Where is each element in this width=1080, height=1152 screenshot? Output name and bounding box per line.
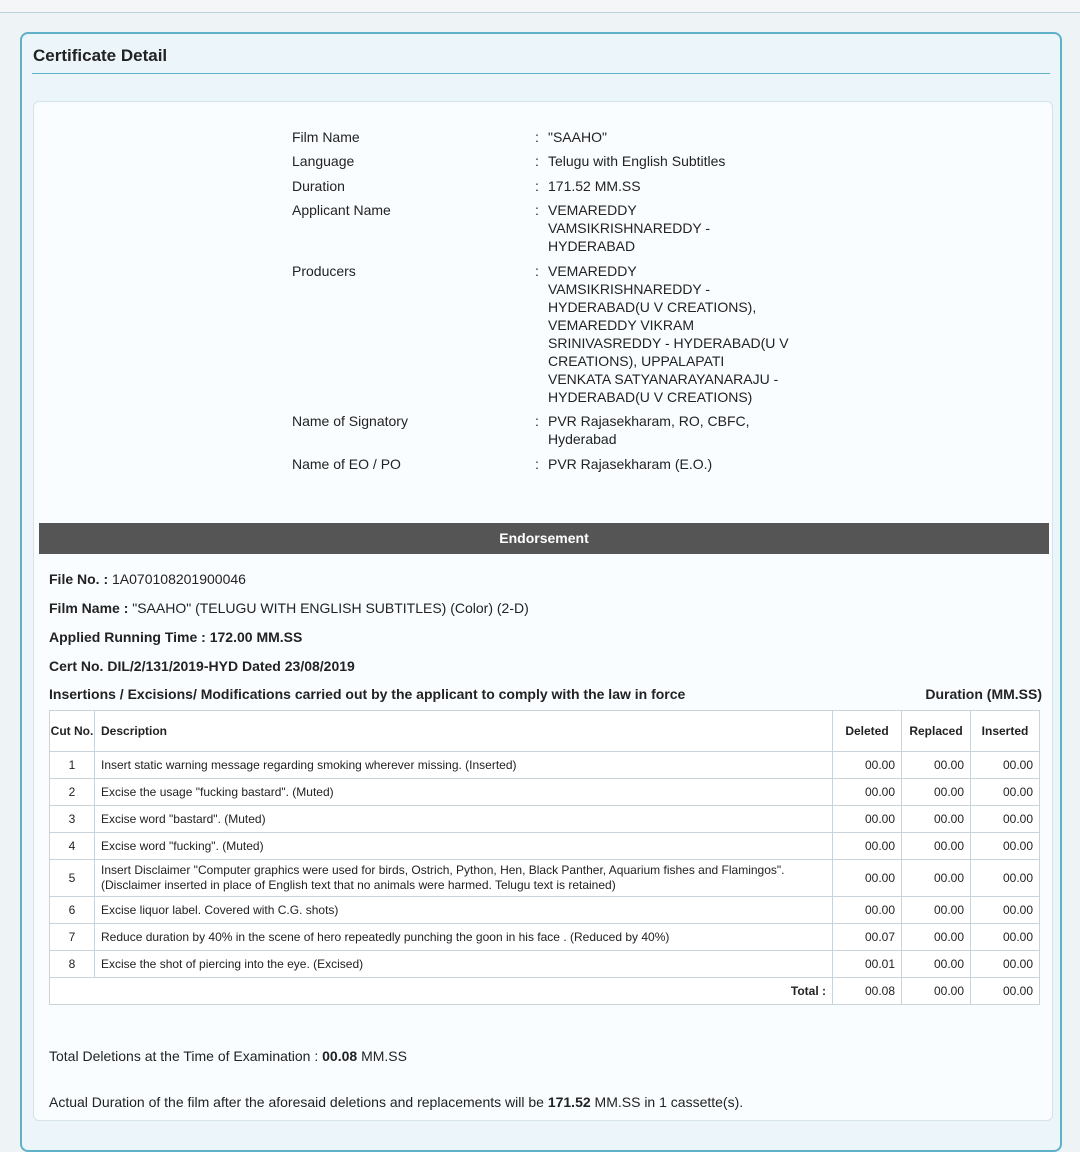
duration-heading: Duration (MM.SS) — [925, 686, 1042, 702]
table-total-row — [50, 978, 1040, 1005]
detail-value: PVR Rajasekharam, RO, CBFC, Hyderabad — [548, 413, 750, 447]
endorsement-header: Endorsement — [39, 523, 1049, 554]
cert-no: Cert No. DIL/2/131/2019-HYD Dated 23/08/2019 — [49, 658, 355, 674]
table-header-row — [50, 711, 1040, 752]
detail-value: PVR Rajasekharam (E.O.) — [548, 456, 713, 472]
total-deletions-value: 00.08 — [322, 1048, 358, 1064]
table-row: 6 Excise liquor label. Covered with C.G. shots) 00.00 00.00 00.00 — [50, 897, 1040, 924]
table-row: 8 Excise the shot of piercing into the eye. (Excised) 00.01 00.00 00.00 — [50, 951, 1040, 978]
total-deletions-prefix: Total Deletions at the Time of Examination : — [49, 1048, 319, 1064]
header-cut-no: Cut No. — [50, 711, 95, 752]
total-deleted: 00.08 — [833, 978, 902, 1005]
applied-running-time: Applied Running Time : 172.00 MM.SS — [49, 629, 303, 645]
table-row: 5 Insert Disclaimer "Computer graphics were used for birds, Ostrich, Python, Hen, Black Panther, Aquarium fishes and Flamingos". (Disclaimer inserted in place of English text that no animals were harmed. Telugu text is retained) 00.00 00.00 00.00 — [50, 860, 1040, 897]
film-name-value: "SAAHO" (TELUGU WITH ENGLISH SUBTITLES) (Color) (2-D) — [132, 600, 529, 616]
divider — [32, 73, 1050, 74]
actual-duration-value: 171.52 — [547, 1094, 591, 1110]
modifications-title: Insertions / Excisions/ Modifications carried out by the applicant to comply with the law in force — [49, 686, 686, 702]
top-bar — [0, 0, 1080, 13]
header-description: Description — [95, 711, 833, 752]
table-row: 7 Reduce duration by 40% in the scene of hero repeatedly punching the goon in his face . (Reduced by 40%) 00.07 00.00 00.00 — [50, 924, 1040, 951]
certificate-panel — [20, 32, 1062, 1152]
total-deletions-unit: MM.SS — [361, 1048, 407, 1064]
film-name-label: Film Name : — [49, 600, 129, 616]
table-row: 4 Excise word "fucking". (Muted) 00.00 00.00 00.00 — [50, 833, 1040, 860]
table-row: 3 Excise word "bastard". (Muted) 00.00 00.00 00.00 — [50, 806, 1040, 833]
actual-duration — [49, 1094, 743, 1110]
total-inserted: 00.00 — [971, 978, 1040, 1005]
detail-label: Duration — [292, 178, 345, 194]
modifications-heading — [49, 686, 1042, 702]
detail-label: Name of EO / PO — [292, 456, 401, 472]
detail-value: 171.52 MM.SS — [548, 178, 641, 194]
total-label: Total : — [50, 978, 833, 1005]
detail-label: Film Name — [292, 129, 360, 145]
actual-duration-prefix: Actual Duration of the film after the aforesaid deletions and replacements will be — [49, 1094, 544, 1110]
header-inserted: Inserted — [971, 711, 1040, 752]
table-row: 1 Insert static warning message regarding smoking wherever missing. (Inserted) 00.00 00.00 00.00 — [50, 752, 1040, 779]
table-row: 2 Excise the usage "fucking bastard". (Muted) 00.00 00.00 00.00 — [50, 779, 1040, 806]
detail-value: VEMAREDDY VAMSIKRISHNAREDDY - HYDERABAD — [548, 202, 711, 254]
detail-label: Name of Signatory — [292, 413, 408, 429]
header-deleted: Deleted — [833, 711, 902, 752]
detail-value: "SAAHO" — [548, 129, 607, 145]
film-name-line — [49, 600, 529, 616]
total-deletions — [49, 1048, 407, 1064]
actual-duration-suffix: MM.SS in 1 cassette(s). — [594, 1094, 744, 1110]
certificate-body: Film Name : "SAAHO" Language : Telugu with English Subtitles Duration : 171.52 MM.SS Applicant Name : VEMAREDDY VAMSIKRISHNAREDDY - HYDERABAD Producers : VEMAREDDY VAMSIKRISHNAREDDY - HYDERABAD(U V CREATIONS), VEMAREDDY VIKRAM SRINIVASREDDY - HYDERABAD(U V CREATIONS), UPPALAPATI VENKATA SATYANARAYANARAJU - HYDERABAD(U V CREATIONS) Name of Signatory : PVR Rajasekharam, RO, CBFC, Hyderabad Name of EO / PO : PVR Rajasekharam (E.O.) Endorsement File No. : 1A070108201900046 Film Name : "SAAHO" (TELUGU WITH ENGLISH SUBTITLES) (Color) (2-D) Applied Running Time : 172.00 MM.SS Cert No. DIL/2/131/2019-HYD Dated 23/08/2019 Insertions / Excisions/ Modifications carried out by the applicant to comply with the law in force Duration (MM.SS) Cut No. Description Deleted Replaced Inserted 1 Insert static warning message regarding smoking wherever missing. (Inserted) 00.00 00.00 00.00 2 Excise the usage "fucking bastard". (Muted) 00.00 00.00 00.00 3 Excise word "bastard". (Muted) 00.00 00.00 00.00 4 Excise word "fucking". (Muted) 00.00 00.00 00.00 5 Insert Disclaimer "Computer graphics were used for birds, Ostrich, Python, Hen, Black Panther, Aquarium fishes and Flamingos". (Disclaimer inserted in place of English text that no animals were harmed. Telugu text is retained) 00.00 00.00 00.00 6 Excise liquor label. Covered with C.G. shots) 00.00 00.00 00.00 7 Reduce duration by 40% in the scene of hero repeatedly punching the goon in his face . (Reduced by 40%) 00.07 00.00 00.00 8 Excise the shot of piercing into the eye. (Excised) 00.01 00.00 00.00 Total : 00.08 00.00 00.00 Total Deletions at the Time of Examination : 00.08 MM.SS Actual Duration of the film after the aforesaid deletions and replacements will be 171.52 MM.SS in 1 cassette(s). — [33, 101, 1053, 1121]
header-replaced: Replaced — [902, 711, 971, 752]
detail-label: Applicant Name — [292, 202, 391, 218]
detail-label: Producers — [292, 263, 356, 279]
file-no-label: File No. : — [49, 571, 109, 587]
detail-label: Language — [292, 153, 355, 169]
file-no — [49, 571, 246, 587]
cuts-table — [49, 710, 1040, 1005]
file-no-value: 1A070108201900046 — [112, 571, 246, 587]
panel-title: Certificate Detail — [33, 46, 168, 65]
detail-value: VEMAREDDY VAMSIKRISHNAREDDY - HYDERABAD(U V CREATIONS), VEMAREDDY VIKRAM SRINIVASREDDY - HYDERABAD(U V CREATIONS), UPPALAPATI VENKATA SATYANARAYANARAJU - HYDERABAD(U V CREATIONS) — [548, 263, 789, 405]
total-replaced: 00.00 — [902, 978, 971, 1005]
detail-value: Telugu with English Subtitles — [548, 153, 726, 169]
